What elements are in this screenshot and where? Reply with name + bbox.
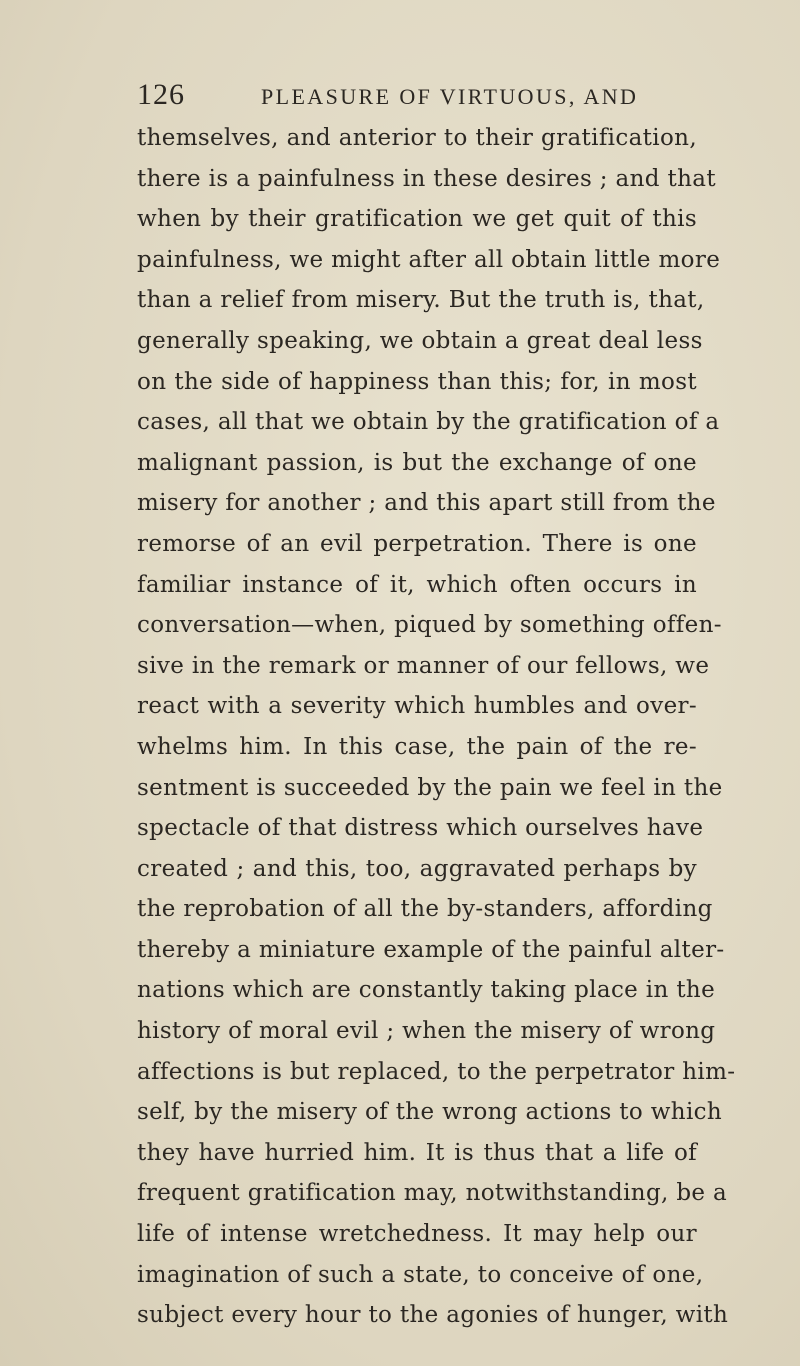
body-text bbox=[137, 118, 736, 1336]
text-line: the reprobation of all the by-standers, affording bbox=[137, 896, 713, 923]
text-line: themselves, and anterior to their gratification, bbox=[137, 125, 697, 151]
page-number: 126 bbox=[137, 78, 185, 111]
text-line: affections is but replaced, to the perpetrator him- bbox=[137, 1058, 736, 1085]
text-line: malignant passion, is but the exchange of one bbox=[137, 449, 697, 476]
text-line: when by their gratification we get quit of this bbox=[137, 206, 697, 233]
text-line: generally speaking, we obtain a great deal less bbox=[137, 327, 703, 354]
text-line: than a relief from misery. But the truth is, that, bbox=[137, 287, 705, 314]
text-line: self, by the misery of the wrong actions to which bbox=[137, 1099, 723, 1126]
text-line: conversation—when, piqued by something offen- bbox=[137, 612, 722, 639]
text-line: thereby a miniature example of the painful alter- bbox=[137, 936, 725, 963]
running-head-title: PLEASURE OF VIRTUOUS, AND bbox=[261, 84, 639, 109]
text-line: remorse of an evil perpetration. There is one bbox=[137, 530, 697, 557]
text-line: spectacle of that distress which ourselves have bbox=[137, 815, 704, 842]
text-line: familiar instance of it, which often occurs in bbox=[137, 571, 697, 598]
text-line: created ; and this, too, aggravated perhaps by bbox=[137, 855, 697, 882]
text-line: imagination of such a state, to conceive of one, bbox=[137, 1261, 704, 1288]
text-line: on the side of happiness than this; for, in most bbox=[137, 368, 697, 395]
text-line: react with a severity which humbles and over- bbox=[137, 693, 697, 720]
running-head bbox=[137, 78, 697, 118]
text-line: painfulness, we might after all obtain little more bbox=[137, 246, 721, 273]
text-line: life of intense wretchedness. It may help our bbox=[137, 1221, 697, 1248]
text-line: subject every hour to the agonies of hunger, with bbox=[137, 1302, 729, 1329]
text-line: whelms him. In this case, the pain of the re- bbox=[137, 733, 697, 760]
text-line: sive in the remark or manner of our fellows, we bbox=[137, 652, 710, 679]
text-line: there is a painfulness in these desires ; and that bbox=[137, 165, 716, 192]
text-line: nations which are constantly taking place in the bbox=[137, 977, 716, 1004]
text-line: they have hurried him. It is thus that a life of bbox=[137, 1139, 697, 1166]
text-line: sentment is succeeded by the pain we feel in the bbox=[137, 774, 723, 801]
text-line: misery for another ; and this apart still from the bbox=[137, 490, 716, 517]
text-line: history of moral evil ; when the misery of wrong bbox=[137, 1018, 716, 1045]
text-line: cases, all that we obtain by the gratification of a bbox=[137, 409, 720, 436]
text-line: frequent gratification may, notwithstanding, be a bbox=[137, 1180, 728, 1207]
